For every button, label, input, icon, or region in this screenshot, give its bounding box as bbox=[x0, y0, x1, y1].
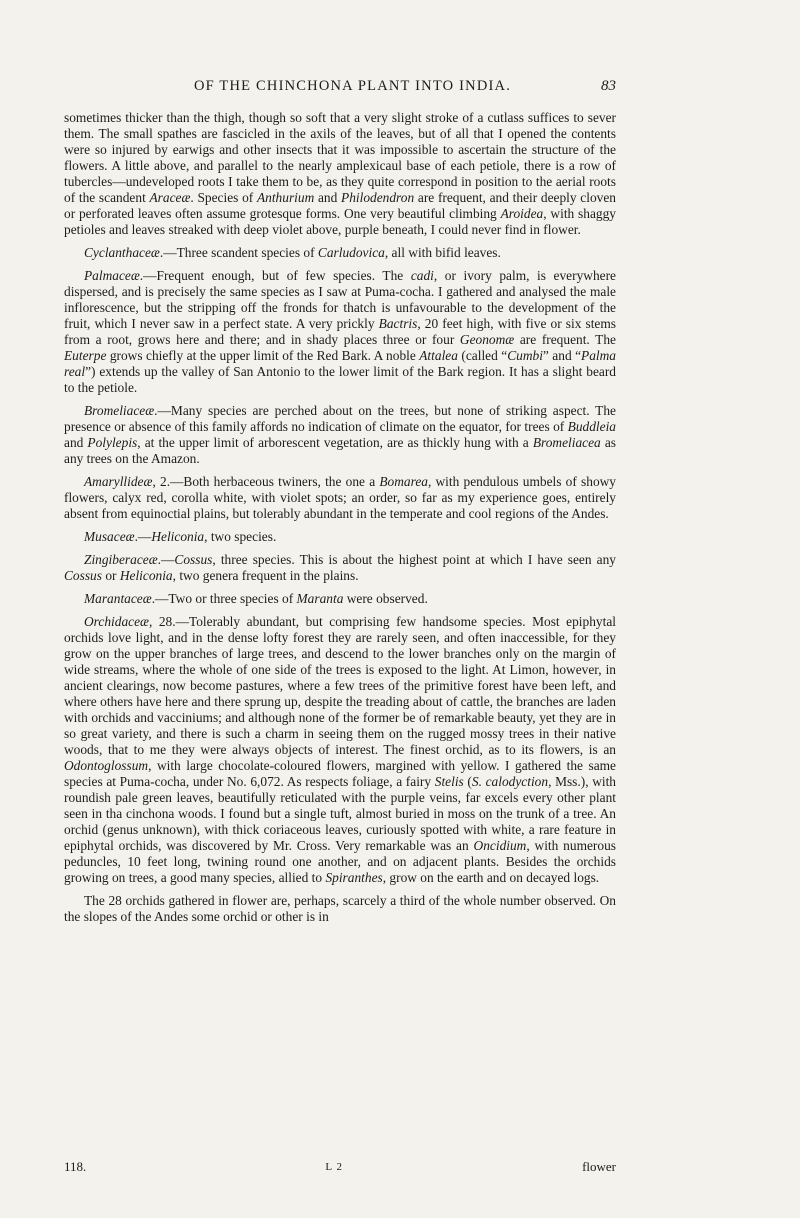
body-text bbox=[64, 110, 616, 925]
text-run: as any trees on the Amazon. bbox=[64, 435, 616, 466]
text-run: , or ivory palm, is everywhere dispersed, and is precisely the same species as I saw at Puma-cocha. I gathered and analysed the male inflorescence, but the stripping off the fronds for thatch is unfavourable to the development of the fruit, which I never saw in a perfect state. A very prickly bbox=[64, 268, 616, 331]
italic-term: Polylepis bbox=[87, 435, 138, 450]
italic-term: Philodendron bbox=[341, 190, 415, 205]
running-header bbox=[64, 78, 616, 104]
page-footer bbox=[64, 1159, 616, 1175]
text-run: .—Many species are perched about on the trees, but none of striking aspect. The presence or absence of this family affords no indication of climate on the equator, for trees of bbox=[64, 403, 616, 434]
italic-term: Carludovica bbox=[317, 245, 385, 260]
book-page bbox=[64, 78, 616, 932]
text-run: , with pendulous umbels of showy flowers, calyx red, corolla white, with violet spots; an order, so far as my experience goes, entirely absent from equinoctial plains, but tolerably abundant in the temperate and cool regions of the Andes. bbox=[64, 474, 616, 521]
text-run: The 28 orchids gathered in flower are, perhaps, scarcely a third of the whole number observed. On the slopes of the Andes some orchid or other is in bbox=[64, 893, 616, 924]
italic-term: Maranta bbox=[296, 591, 344, 606]
italic-term: Orchidaceæ bbox=[84, 614, 149, 629]
italic-term: Bomarea bbox=[379, 474, 428, 489]
paragraph bbox=[64, 110, 616, 238]
text-run: .— bbox=[157, 552, 175, 567]
page-number: 83 bbox=[601, 78, 616, 94]
text-run: ”) extends up the valley of San Antonio to the lower limit of the Bark region. It has a slight beard to the petiole. bbox=[64, 364, 616, 395]
paragraph bbox=[64, 474, 616, 522]
text-run: are frequent. The bbox=[514, 332, 616, 347]
italic-term: Cossus bbox=[174, 552, 213, 567]
text-run: , 2.—Both herbaceous twiners, the one a bbox=[152, 474, 380, 489]
italic-term: Bactris bbox=[378, 316, 418, 331]
italic-term: Odontoglossum bbox=[64, 758, 149, 773]
paragraph bbox=[64, 268, 616, 396]
paragraph bbox=[64, 893, 616, 925]
text-run: , three species. This is about the highest point at which I have seen any bbox=[212, 552, 616, 567]
italic-term: S. calodyction bbox=[471, 774, 549, 789]
text-run: .—Three scandent species of bbox=[159, 245, 318, 260]
italic-term: Bromeliaceæ bbox=[84, 403, 155, 418]
italic-term: Musaceæ bbox=[84, 529, 135, 544]
italic-term: Aroidea bbox=[500, 206, 544, 221]
text-run: ” and “ bbox=[542, 348, 582, 363]
text-run: were observed. bbox=[343, 591, 428, 606]
text-run: , with numerous peduncles, 10 feet long, twining round one another, and on adjacent plants. Besides the orchids growing on trees, a good many species, allied to bbox=[64, 838, 616, 885]
italic-term: Euterpe bbox=[64, 348, 107, 363]
text-run: and bbox=[314, 190, 342, 205]
text-run: , Mss.), with roundish pale green leaves, beautifully reticulated with the purple veins, far excels every other plant seen in tha cinchona woods. I found but a single tuft, almost buried in moss on the trunk of a tree. An orchid (genus unknown), with thick coriaceous leaves, curiously spotted with white, a rare feature in epiphytal orchids, was discovered by Mr. Cross. Very remarkable was an bbox=[64, 774, 617, 853]
italic-term: Buddleia bbox=[567, 419, 616, 434]
text-run: and bbox=[64, 435, 88, 450]
text-run: , with shaggy petioles and leaves streaked with deep violet above, purple beneath, I could never find in flower. bbox=[64, 206, 616, 237]
paragraph bbox=[64, 591, 616, 607]
italic-term: Araceæ bbox=[149, 190, 191, 205]
italic-term: Geonomæ bbox=[459, 332, 515, 347]
footer-catchword: flower bbox=[582, 1159, 616, 1174]
paragraph bbox=[64, 245, 616, 261]
text-run: ( bbox=[463, 774, 472, 789]
paragraph bbox=[64, 529, 616, 545]
text-run: , two species. bbox=[204, 529, 277, 544]
text-run: , 28.—Tolerably abundant, but comprising few handsome species. Most epiphytal orchids love light, and in the dense lofty forest they are rarely seen, and often inaccessible, for they grow on the upper branches of large trees, and descend to the lower branches only on the margin of wide streams, where the whole of one side of the trees is exposed to the light. At Limon, however, in ancient clearings, now become pastures, where a few trees of the primitive forest have been left, and where others have here and there sprung up, despite the treading about of cattle, the branches are laden with orchids and vacciniums; and although none of the former be of remarkable beauty, yet they are in so great variety, and there is such a charm in seeing them on the rugged mossy trees in their native woods, that to me they were always objects of interest. The finest orchid, as to its flowers, is an bbox=[64, 614, 616, 757]
text-run: (called “ bbox=[457, 348, 508, 363]
text-run: , 20 feet high, with five or six stems from a root, grows here and there; and in shady places three or four bbox=[64, 316, 616, 347]
italic-term: Attalea bbox=[419, 348, 458, 363]
text-run: sometimes thicker than the thigh, though so soft that a very slight stroke of a cutlass suffices to sever them. The small spathes are fascicled in the axils of the leaves, but of all that I opened the contents were so injured by earwigs and other insects that it was impossible to ascertain the structure of the flowers. A little above, and parallel to the nearly amplexicaul base of each petiole, there is a row of tubercles—undeveloped roots I take them to be, as they quite correspond in position to the aerial roots of the scandent bbox=[64, 110, 616, 205]
text-run: . Species of bbox=[190, 190, 257, 205]
footer-signature: L 2 bbox=[325, 1161, 343, 1173]
text-run: grows chiefly at the upper limit of the Red Bark. A noble bbox=[106, 348, 420, 363]
italic-term: Bromeliacea bbox=[532, 435, 601, 450]
italic-term: Palma real bbox=[64, 348, 616, 379]
italic-term: Cossus bbox=[64, 568, 102, 583]
text-run: , two genera frequent in the plains. bbox=[172, 568, 359, 583]
italic-term: Marantaceæ bbox=[84, 591, 152, 606]
text-run: , grow on the earth and on decayed logs. bbox=[382, 870, 600, 885]
text-run: , at the upper limit of arborescent vegetation, are as thickly hung with a bbox=[137, 435, 533, 450]
italic-term: Stelis bbox=[434, 774, 464, 789]
text-run: .—Two or three species of bbox=[151, 591, 297, 606]
text-run: , all with bifid leaves. bbox=[384, 245, 501, 260]
italic-term: Amaryllideæ bbox=[84, 474, 153, 489]
italic-term: cadi bbox=[410, 268, 434, 283]
text-run: or bbox=[101, 568, 120, 583]
italic-term: Heliconia bbox=[151, 529, 205, 544]
paragraph bbox=[64, 614, 616, 886]
italic-term: Anthurium bbox=[256, 190, 315, 205]
footer-sheet-number: 118. bbox=[64, 1159, 87, 1174]
italic-term: Palmaceæ bbox=[84, 268, 140, 283]
italic-term: Spiranthes bbox=[325, 870, 383, 885]
paragraph bbox=[64, 403, 616, 467]
text-run: .— bbox=[134, 529, 152, 544]
italic-term: Heliconia bbox=[119, 568, 173, 583]
paragraph bbox=[64, 552, 616, 584]
italic-term: Zingiberaceæ bbox=[84, 552, 158, 567]
italic-term: Cyclanthaceæ bbox=[84, 245, 160, 260]
italic-term: Oncidium bbox=[473, 838, 527, 853]
text-run: , with large chocolate-coloured flowers, margined with yellow. I gathered the same species at Puma-cocha, under No. 6,072. As respects foliage, a fairy bbox=[64, 758, 616, 789]
italic-term: Cumbi bbox=[507, 348, 543, 363]
text-run: .—Frequent enough, but of few species. The bbox=[139, 268, 411, 283]
running-title: OF THE CHINCHONA PLANT INTO INDIA. bbox=[193, 78, 512, 94]
text-run: are frequent, and their deeply cloven or perforated leaves often assume grotesque forms. One very beautiful climbing bbox=[64, 190, 617, 221]
